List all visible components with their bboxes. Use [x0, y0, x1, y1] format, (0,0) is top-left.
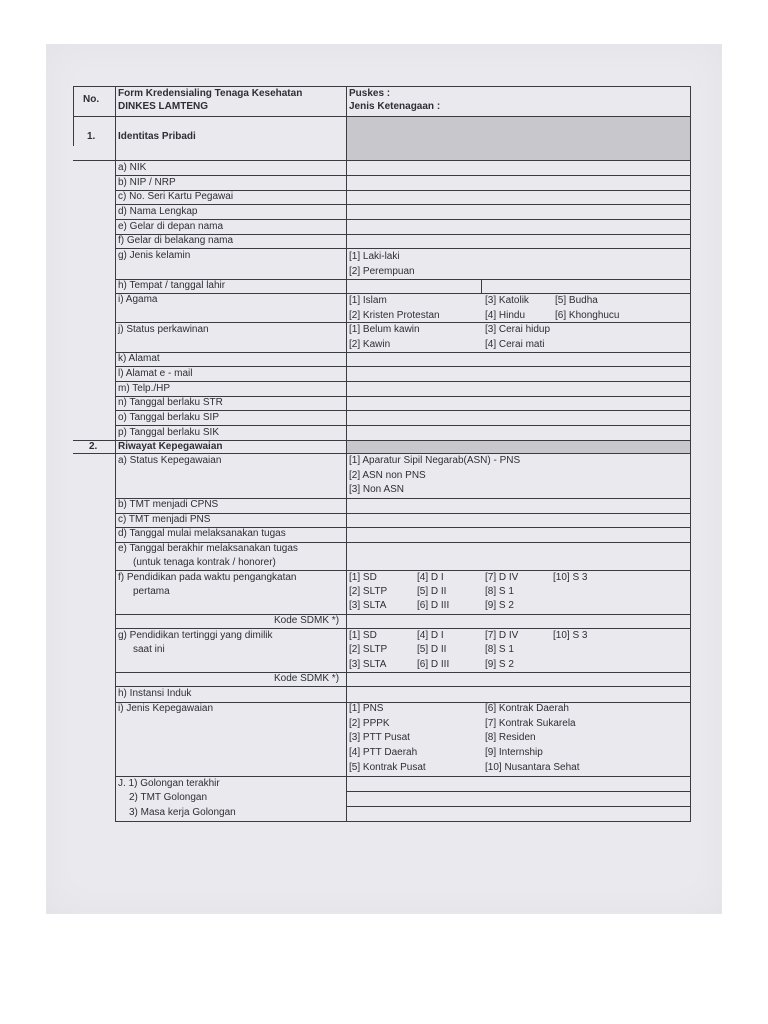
field-sik: p) Tanggal berlaku SIK: [118, 427, 219, 438]
status-option: [2] ASN non PNS: [349, 470, 426, 481]
field-tmt-pns: c) TMT menjadi PNS: [118, 514, 211, 525]
field-golongan-terakhir: J. 1) Golongan terakhir: [118, 778, 220, 789]
kode-sdmk-label: Kode SDMK *): [274, 615, 340, 626]
field-tanggal-mulai: d) Tanggal mulai melaksanakan tugas: [118, 528, 286, 539]
education-option: [1] SD: [349, 630, 377, 641]
field-gelar-belakang: f) Gelar di belakang nama: [118, 235, 234, 246]
field-pendidikan-pengangkatan-cont: pertama: [133, 586, 170, 597]
jenis-option: [2] PPPK: [349, 718, 390, 729]
education-option: [3] SLTA: [349, 659, 387, 670]
section-2-number: 2.: [89, 441, 98, 452]
education-option: [4] D I: [417, 572, 444, 583]
field-jenis-kelamin: g) Jenis kelamin: [118, 250, 191, 261]
section-1-number: 1.: [87, 131, 96, 142]
section-2-title: Riwayat Kepegawaian: [118, 441, 223, 452]
education-option: [7] D IV: [485, 572, 519, 583]
status-option: [1] Aparatur Sipil Negarab(ASN) - PNS: [349, 455, 521, 466]
marital-option: [1] Belum kawin: [349, 324, 420, 335]
religion-option: [5] Budha: [555, 295, 598, 306]
gender-option: [1] Laki-laki: [349, 251, 400, 262]
religion-option: [6] Khonghucu: [555, 310, 620, 321]
marital-option: [4] Cerai mati: [485, 339, 545, 350]
religion-option: [3] Katolik: [485, 295, 529, 306]
field-nip: b) NIP / NRP: [118, 177, 176, 188]
kode-sdmk-label: Kode SDMK *): [274, 673, 340, 684]
field-agama: i) Agama: [118, 294, 158, 305]
jenis-option: [4] PTT Daerah: [349, 747, 418, 758]
jenis-option: [1] PNS: [349, 703, 384, 714]
jenis-option: [3] PTT Pusat: [349, 732, 410, 743]
education-option: [5] D II: [417, 586, 447, 597]
field-kartu-pegawai: c) No. Seri Kartu Pegawai: [118, 191, 234, 202]
jenis-option: [10] Nusantara Sehat: [485, 762, 580, 773]
education-option: [9] S 2: [485, 659, 514, 670]
religion-option: [4] Hindu: [485, 310, 526, 321]
field-telp: m) Telp./HP: [118, 383, 171, 394]
education-option: [6] D III: [417, 659, 450, 670]
field-tempat-tgl-lahir: h) Tempat / tanggal lahir: [118, 280, 226, 291]
education-option: [6] D III: [417, 600, 450, 611]
education-option: [9] S 2: [485, 600, 514, 611]
religion-option: [2] Kristen Protestan: [349, 310, 440, 321]
jenis-option: [6] Kontrak Daerah: [485, 703, 569, 714]
field-email: l) Alamat e - mail: [118, 368, 193, 379]
jenis-ketenagaan-label: Jenis Ketenagaan :: [349, 101, 441, 112]
jenis-option: [5] Kontrak Pusat: [349, 762, 426, 773]
field-status-perkawinan: j) Status perkawinan: [118, 324, 209, 335]
education-option: [3] SLTA: [349, 600, 387, 611]
field-instansi-induk: h) Instansi Induk: [118, 688, 192, 699]
education-option: [10] S 3: [553, 630, 588, 641]
field-alamat: k) Alamat: [118, 353, 160, 364]
identitas-shaded-cell: [346, 116, 690, 160]
gender-option: [2] Perempuan: [349, 266, 415, 277]
field-masa-kerja-golongan: 3) Masa kerja Golongan: [129, 807, 236, 818]
education-option: [10] S 3: [553, 572, 588, 583]
form-title: Form Kredensialing Tenaga Kesehatan: [118, 88, 303, 99]
marital-option: [3] Cerai hidup: [485, 324, 551, 335]
field-pendidikan-tertinggi: g) Pendidikan tertinggi yang dimilik: [118, 630, 273, 641]
field-nama-lengkap: d) Nama Lengkap: [118, 206, 198, 217]
jenis-option: [7] Kontrak Sukarela: [485, 718, 576, 729]
field-str: n) Tanggal berlaku STR: [118, 397, 223, 408]
section-1-title: Identitas Pribadi: [118, 131, 196, 142]
education-option: [5] D II: [417, 644, 447, 655]
field-tanggal-berakhir: e) Tanggal berakhir melaksanakan tugas: [118, 543, 298, 554]
education-option: [8] S 1: [485, 644, 514, 655]
field-tmt-golongan: 2) TMT Golongan: [129, 792, 208, 803]
field-gelar-depan: e) Gelar di depan nama: [118, 221, 224, 232]
credentialing-form: [73, 86, 691, 822]
education-option: [1] SD: [349, 572, 377, 583]
jenis-option: [8] Residen: [485, 732, 536, 743]
form-subtitle: DINKES LAMTENG: [118, 101, 208, 112]
field-pendidikan-tertinggi-cont: saat ini: [133, 644, 165, 655]
puskes-label: Puskes :: [349, 88, 391, 99]
jenis-option: [9] Internship: [485, 747, 543, 758]
religion-option: [1] Islam: [349, 295, 387, 306]
education-option: [8] S 1: [485, 586, 514, 597]
marital-option: [2] Kawin: [349, 339, 391, 350]
no-column-header: No.: [83, 94, 100, 105]
education-option: [2] SLTP: [349, 586, 388, 597]
field-sip: o) Tanggal berlaku SIP: [118, 412, 219, 423]
field-tmt-cpns: b) TMT menjadi CPNS: [118, 499, 219, 510]
field-jenis-kepegawaian: i) Jenis Kepegawaian: [118, 703, 214, 714]
field-pendidikan-pengangkatan: f) Pendidikan pada waktu pengangkatan: [118, 572, 297, 583]
education-option: [7] D IV: [485, 630, 519, 641]
status-option: [3] Non ASN: [349, 484, 405, 495]
riwayat-shaded-cell: [346, 440, 690, 453]
education-option: [4] D I: [417, 630, 444, 641]
field-status-kepegawaian: a) Status Kepegawaian: [118, 455, 222, 466]
field-tanggal-berakhir-note: (untuk tenaga kontrak / honorer): [133, 557, 276, 568]
field-nik: a) NIK: [118, 162, 147, 173]
education-option: [2] SLTP: [349, 644, 388, 655]
